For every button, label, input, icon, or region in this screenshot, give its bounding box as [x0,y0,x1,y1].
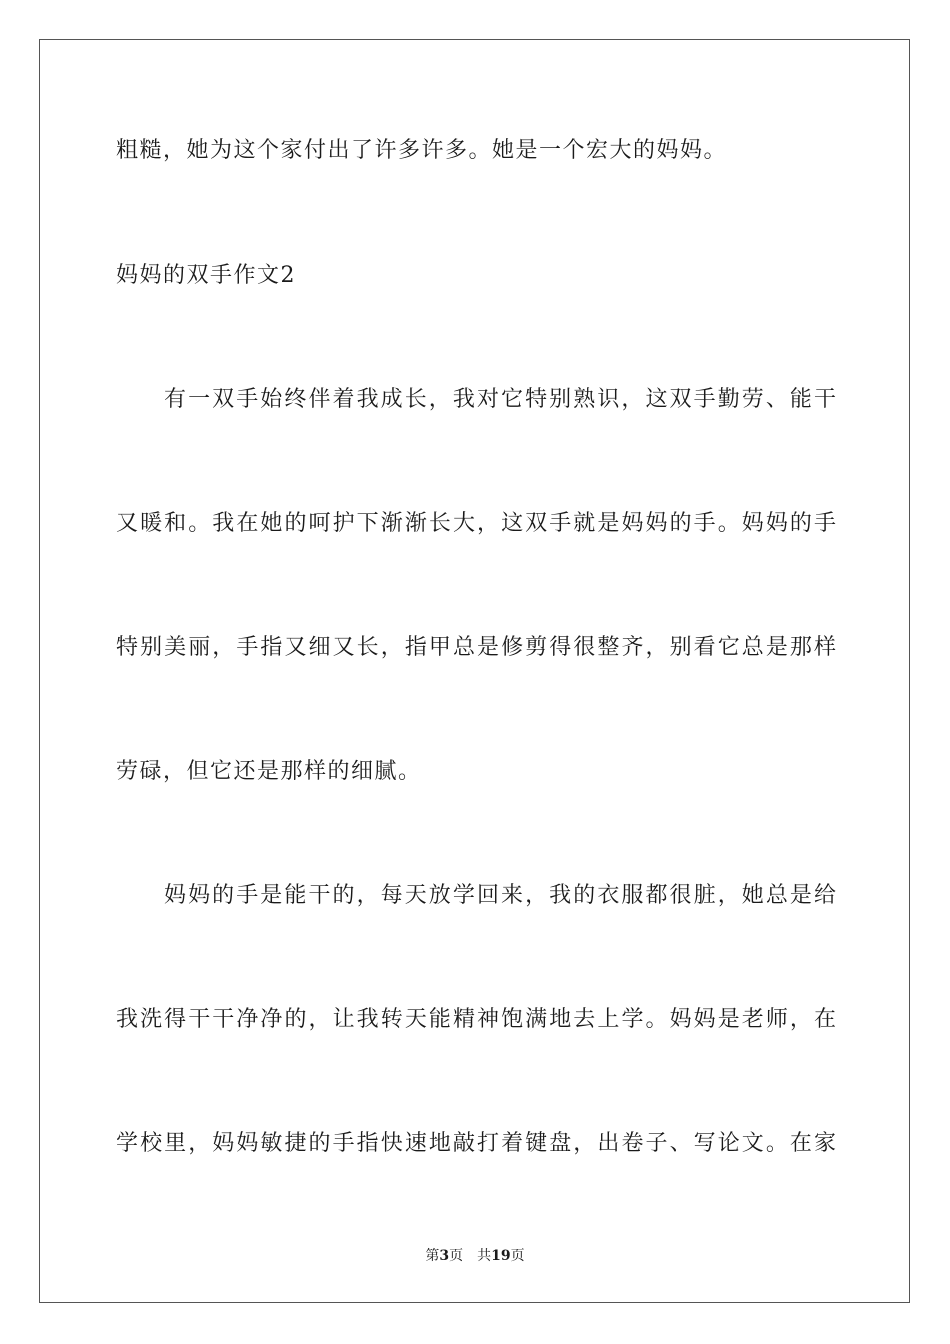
paragraph-line: 妈妈的手是能干的，每天放学回来，我的衣服都很脏，她总是给 [164,883,836,908]
paragraph-line: 粗糙，她为这个家付出了许多许多。她是一个宏大的妈妈。 [116,138,728,163]
total-suffix: 页 [510,1248,525,1264]
paragraph-line: 我洗得干干净净的，让我转天能精神饱满地去上学。妈妈是老师，在 [116,1007,836,1032]
page-prefix: 第 [425,1248,440,1264]
paragraph-line: 特别美丽，手指又细又长，指甲总是修剪得很整齐，别看它总是那样 [116,635,836,660]
paragraph-line: 有一双手始终伴着我成长，我对它特别熟识，这双手勤劳、能干 [164,387,836,412]
paragraph-line: 学校里，妈妈敏捷的手指快速地敲打着键盘，出卷子、写论文。在家 [116,1131,836,1156]
page-number: 3 [439,1248,450,1264]
page-footer [0,1246,950,1266]
paragraph-line: 又暖和。我在她的呵护下渐渐长大，这双手就是妈妈的手。妈妈的手 [116,511,836,536]
paragraph-line: 劳碌，但它还是那样的细腻。 [116,759,422,784]
page-total: 19 [491,1248,511,1264]
page-border [39,39,910,1303]
total-prefix: 共 [477,1248,492,1264]
section-heading: 妈妈的双手作文2 [116,263,296,288]
page-suffix: 页 [449,1248,464,1264]
